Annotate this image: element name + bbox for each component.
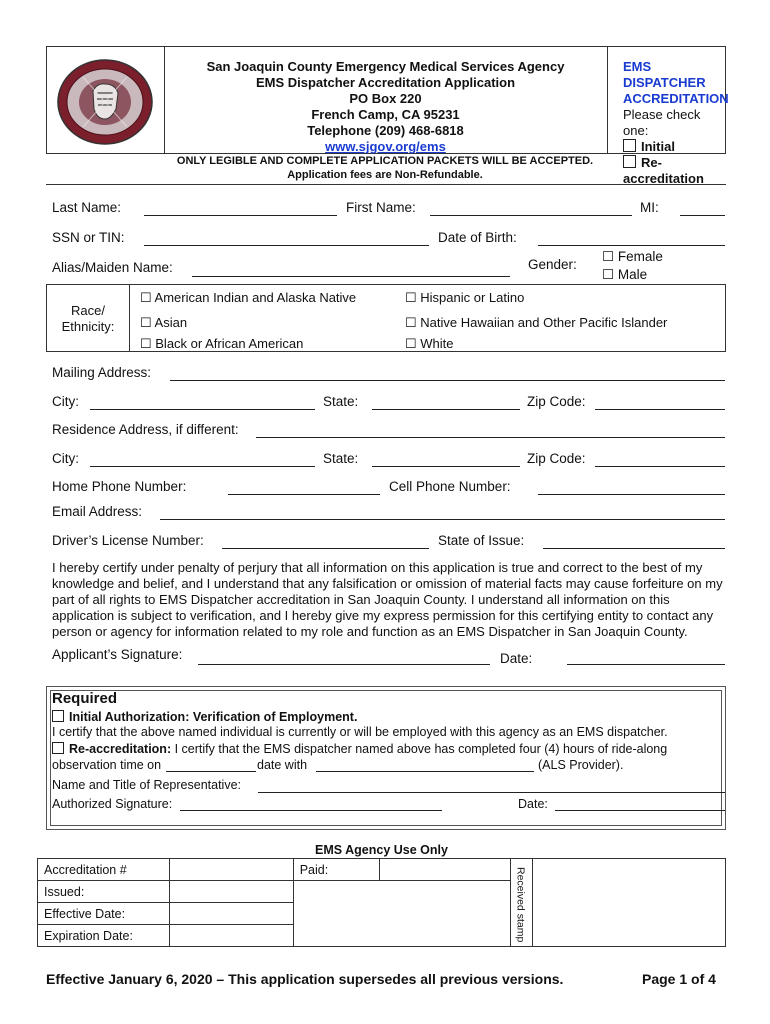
initial-checkbox[interactable] xyxy=(623,139,636,152)
accreditation-title-1: EMS DISPATCHER xyxy=(623,59,706,90)
cell-phone-label: Cell Phone Number: xyxy=(389,479,511,494)
race-ethnicity-box xyxy=(46,284,726,352)
residence-zip-field[interactable] xyxy=(595,466,725,467)
notice-line-2: Application fees are Non-Refundable. xyxy=(287,169,483,181)
authorized-signature-field[interactable] xyxy=(180,810,442,811)
city-line: French Camp, CA 95231 xyxy=(311,107,460,122)
signature-date-label: Date: xyxy=(500,651,533,666)
residence-address-label: Residence Address, if different: xyxy=(52,422,239,437)
representative-label: Name and Title of Representative: xyxy=(52,778,241,792)
page-number: Page 1 of 4 xyxy=(642,971,716,987)
logo-cell xyxy=(47,47,165,153)
reaccreditation-option-label: Re-accreditation xyxy=(623,155,704,186)
state-of-issue-field[interactable] xyxy=(543,548,725,549)
agency-name: San Joaquin County Emergency Medical Services Agency xyxy=(206,59,565,74)
authorized-date-label: Date: xyxy=(518,797,548,811)
race-label: Race/ xyxy=(71,303,105,318)
first-name-label: First Name: xyxy=(346,200,416,215)
issued-label: Issued: xyxy=(38,881,170,903)
agency-use-table xyxy=(37,858,726,947)
representative-field[interactable] xyxy=(258,792,725,793)
authorized-date-field[interactable] xyxy=(555,810,725,811)
observation-time-field[interactable] xyxy=(166,771,256,772)
footer-effective-note: Effective January 6, 2020 – This application supersedes all previous versions. xyxy=(46,971,564,987)
telephone: Telephone (209) 468-6818 xyxy=(307,123,464,138)
notice-line-1: ONLY LEGIBLE AND COMPLETE APPLICATION PACKETS WILL BE ACCEPTED. xyxy=(176,155,594,167)
reaccreditation-req-text: I certify that the EMS dispatcher named above has completed four (4) hours of ride-along xyxy=(174,742,668,756)
race-option-hispanic[interactable]: ☐ Hispanic or Latino xyxy=(405,290,525,305)
race-option-black[interactable]: ☐ Black or African American xyxy=(140,336,304,351)
residence-state-field[interactable] xyxy=(372,466,520,467)
effective-date-label: Effective Date: xyxy=(38,903,170,925)
initial-option-label: Initial xyxy=(641,139,675,154)
drivers-license-label: Driver’s License Number: xyxy=(52,533,204,548)
state-of-issue-label: State of Issue: xyxy=(438,533,525,548)
race-option-american-indian[interactable]: ☐ American Indian and Alaska Native xyxy=(140,290,357,305)
paid-label: Paid: xyxy=(293,859,379,881)
initial-authorization-text: I certify that the above named individual is currently or will be employed with this agency as an EMS dispatcher. xyxy=(52,725,668,739)
accreditation-type-box xyxy=(609,47,729,186)
reaccreditation-req-label: Re-accreditation: xyxy=(69,742,172,756)
accreditation-title-2: ACCREDITATION xyxy=(623,91,729,106)
received-stamp-label-cell xyxy=(511,859,533,947)
mailing-address-label: Mailing Address: xyxy=(52,365,152,380)
reaccreditation-req-checkbox[interactable] xyxy=(52,742,64,754)
race-option-native-hawaiian[interactable]: ☐ Native Hawaiian and Other Pacific Islander xyxy=(405,315,668,330)
expiration-date-cell[interactable] xyxy=(169,925,293,947)
header-separator xyxy=(46,184,726,185)
observation-text-2: date with xyxy=(257,758,308,772)
gender-label: Gender: xyxy=(528,257,577,272)
last-name-field[interactable] xyxy=(144,215,337,216)
first-name-field[interactable] xyxy=(430,215,632,216)
required-title: Required xyxy=(52,690,118,707)
home-phone-label: Home Phone Number: xyxy=(52,479,187,494)
zip-field[interactable] xyxy=(595,409,725,410)
alias-label: Alias/Maiden Name: xyxy=(52,260,173,275)
applicant-signature-field[interactable] xyxy=(198,664,490,665)
state-field[interactable] xyxy=(372,409,520,410)
form-name: EMS Dispatcher Accreditation Application xyxy=(255,75,516,90)
residence-city-field[interactable] xyxy=(90,466,315,467)
home-phone-field[interactable] xyxy=(228,494,380,495)
drivers-license-field[interactable] xyxy=(222,548,429,549)
certification-statement: I hereby certify under penalty of perjury that all information on this application is true and correct to the best of my knowledge and belief, and I understand that any falsification or omission of material facts may cause forfeiture on my part of all rights to EMS Dispatcher accreditation in San Joaquin County. I understand all information on this application is subject to verification, and I hereby give my express permission for this certifying entity to contact any person or agency for information related to my role and function as an EMS Dispatcher in San Joaquin County. xyxy=(52,560,723,639)
website-link[interactable]: www.sjgov.org/ems xyxy=(325,139,446,154)
als-provider-field[interactable] xyxy=(316,771,534,772)
alias-field[interactable] xyxy=(192,276,510,277)
observation-text-1: observation time on xyxy=(52,758,162,772)
last-name-label: Last Name: xyxy=(52,200,122,215)
mi-field[interactable] xyxy=(680,215,725,216)
mailing-address-field[interactable] xyxy=(170,380,725,381)
email-label: Email Address: xyxy=(52,504,143,519)
signature-date-field[interactable] xyxy=(567,664,725,665)
initial-authorization-label: Initial Authorization: Verification of Employment. xyxy=(69,710,358,724)
authorized-signature-label: Authorized Signature: xyxy=(52,797,173,811)
race-option-white[interactable]: ☐ White xyxy=(405,336,454,351)
agency-use-section xyxy=(37,843,726,953)
city-label: City: xyxy=(52,394,79,409)
residence-address-field[interactable] xyxy=(256,437,725,438)
dob-label: Date of Birth: xyxy=(438,230,517,245)
ems-seal-logo xyxy=(55,57,155,147)
header-agency-info xyxy=(164,47,608,153)
paid-extra-area xyxy=(293,881,511,947)
cell-phone-field[interactable] xyxy=(538,494,725,495)
ethnicity-label: Ethnicity: xyxy=(61,319,115,334)
state-label: State: xyxy=(323,394,359,409)
observation-text-3: (ALS Provider). xyxy=(538,758,624,772)
initial-authorization-checkbox[interactable] xyxy=(52,710,64,722)
paid-cell[interactable] xyxy=(379,859,511,881)
residence-zip-label: Zip Code: xyxy=(527,451,586,466)
gender-male-option[interactable]: ☐ Male xyxy=(602,267,648,282)
residence-city-label: City: xyxy=(52,451,79,466)
applicant-signature-label: Applicant’s Signature: xyxy=(52,647,183,662)
email-field[interactable] xyxy=(160,519,725,520)
ssn-label: SSN or TIN: xyxy=(52,230,125,245)
residence-state-label: State: xyxy=(323,451,359,466)
city-field[interactable] xyxy=(90,409,315,410)
effective-date-cell[interactable] xyxy=(169,903,293,925)
race-label-cell xyxy=(47,285,130,351)
accreditation-number-label: Accreditation # xyxy=(38,859,170,881)
race-option-asian[interactable]: ☐ Asian xyxy=(140,315,188,330)
dob-field[interactable] xyxy=(538,245,725,246)
zip-label: Zip Code: xyxy=(527,394,586,409)
received-stamp-label: Received stamp xyxy=(514,867,527,943)
check-one-label: Please check one: xyxy=(623,107,701,138)
mi-label: MI: xyxy=(640,200,659,215)
gender-female-option[interactable]: ☐ Female xyxy=(602,249,663,264)
received-stamp-area xyxy=(533,859,726,947)
po-box: PO Box 220 xyxy=(349,91,422,106)
expiration-date-label: Expiration Date: xyxy=(38,925,170,947)
issued-cell[interactable] xyxy=(169,881,293,903)
ssn-field[interactable] xyxy=(144,245,429,246)
agency-use-title: EMS Agency Use Only xyxy=(315,843,448,857)
accreditation-number-cell[interactable] xyxy=(169,859,293,881)
